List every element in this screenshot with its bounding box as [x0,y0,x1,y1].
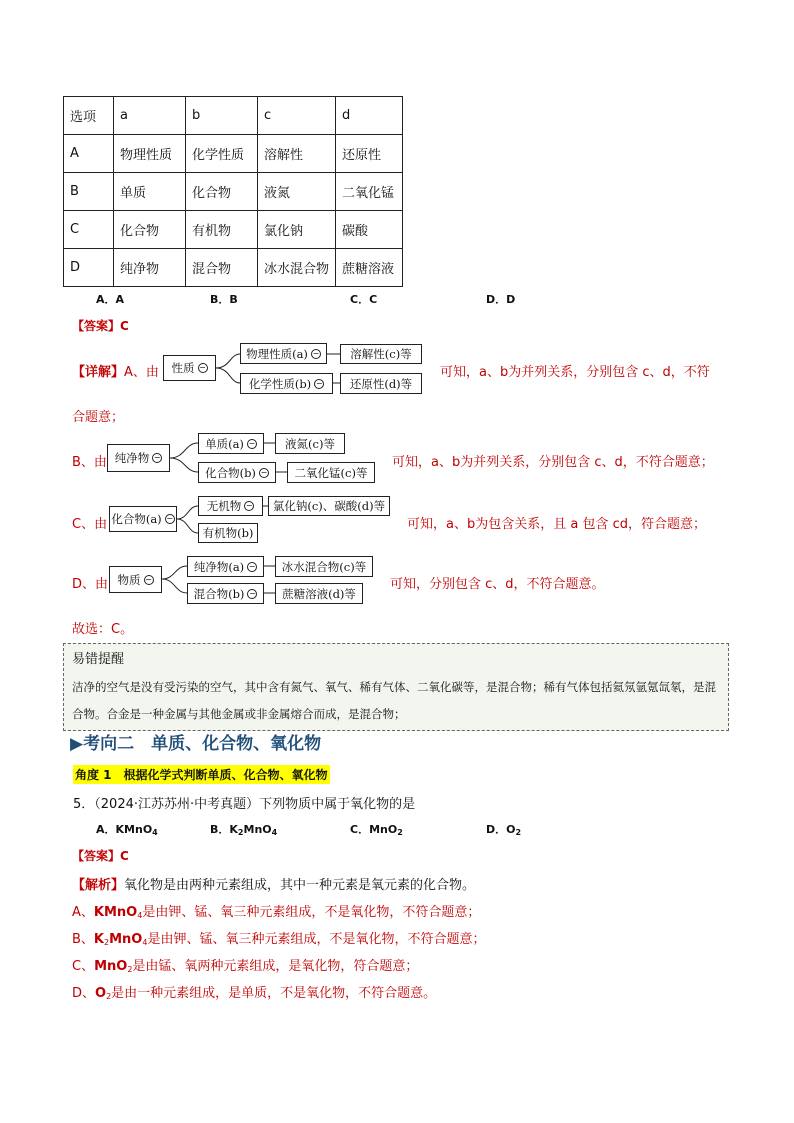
collapse-icon: − [248,438,256,448]
table-cell: 化合物 [114,211,186,249]
detail-d-prefix: D、由 [72,577,109,592]
diagram-b-bottom: 化合物(b) − [198,462,276,483]
diagram-d-top-leaf: 冰水混合物(c)等 [275,556,373,577]
choice-c: C．C [350,293,378,306]
table-cell: 选项 [64,97,114,135]
analysis-intro: 【解析】氧化物是由两种元素组成，其中一种元素是氧元素的化合物。 [72,878,476,893]
table-cell: 溶解性 [258,135,336,173]
table-cell: 单质 [114,173,186,211]
table-cell: D [64,249,114,287]
table-cell: 混合物 [186,249,258,287]
detail-c-prefix: C、由 [72,517,108,532]
detail-c-conclusion: 可知，a、b为包含关系，且 a 包含 cd，符合题意； [407,517,706,532]
table-cell: b [186,97,258,135]
collapse-icon: − [249,588,256,598]
tip-box [63,643,729,731]
table-cell: 蔗糖溶液 [336,249,403,287]
section-heading: ▶考向二 单质、化合物、氧化物 [70,734,322,754]
table-cell: 有机物 [186,211,258,249]
table-cell: B [64,173,114,211]
table-cell: A [64,135,114,173]
angle-heading: 角度 1 根据化学式判断单质、化合物、氧化物 [73,765,330,784]
detail-a-prefix: 【详解】A、由 [72,365,159,380]
choice-b: B．B [210,293,238,306]
detail-b-conclusion: 可知，a、b为并列关系，分别包含 c、d，不符合题意； [392,455,714,470]
diagram-c-top: 无机物 − [198,496,263,516]
table-cell: 化学性质 [186,135,258,173]
diagram-b-top-leaf: 液氮(c)等 [275,433,345,454]
diagram-c-root: 化合物(a) − [109,506,177,532]
detail-d-conclusion: 可知，分别包含 c、d，不符合题意。 [390,577,605,592]
collapse-icon: − [166,514,174,523]
analysis-line-a: A、KMnO$_4$是由钾、锰、氧三种元素组成，不是氧化物，不符合题意； [72,905,481,920]
diagram-c-top-leaf: 氯化钠(c)、碳酸(d)等 [268,496,390,516]
question-text: 5．（2024·江苏苏州·中考真题）下列物质中属于氧化物的是 [73,797,416,812]
diagram-d-bottom-leaf: 蔗糖溶液(d)等 [275,583,363,604]
detail-b-prefix: B、由 [72,455,107,470]
table-cell: 液氮 [258,173,336,211]
analysis-line-b: B、$K_2MnO_4$是由钾、锰、氧三种元素组成，不是氧化物，不符合题意； [72,932,486,947]
answer-1: 【答案】C [72,319,129,333]
table-cell: d [336,97,403,135]
diagram-a-bottom: 化学性质(b) − [240,373,333,394]
table-cell: a [114,97,186,135]
choice-d: D．D [486,293,516,306]
collapse-icon: − [145,574,152,584]
tip-text: 洁净的空气是没有受污染的空气，其中含有氮气、氧气、稀有气体、二氧化碳等，是混合物；稀有气体包括氦氖氩氪氙氡，是混合物。合金是一种金属与其他金属或非金属熔合而成，是混合物； [72,680,716,721]
diagram-c-bottom: 有机物(b) [198,523,258,543]
table-cell: 冰水混合物 [258,249,336,287]
collapse-icon: − [312,348,320,358]
detail-a-conclusion-cont: 合题意； [72,410,125,425]
diagram-a-top: 物理性质(a) − [240,343,327,364]
tip-title: 易错提醒 [72,652,125,667]
table-cell: C [64,211,114,249]
diagram-a-root: 性质 − [163,355,216,381]
diagram-d-top: 纯净物(a) − [187,556,264,577]
collapse-icon: − [245,501,253,510]
analysis-line-c: C、MnO$_2$是由锰、氧两种元素组成，是氧化物，符合题意； [72,959,419,974]
diagram-b-root: 纯净物 − [107,444,170,472]
detail-a-conclusion: 可知，a、b为并列关系，分别包含 c、d，不符 [440,365,710,380]
diagram-b-bottom-leaf: 二氧化锰(c)等 [287,462,375,483]
diagram-b-top: 单质(a) − [198,433,264,454]
choice-a: A．A [96,293,125,306]
table-cell: 纯净物 [114,249,186,287]
diagram-a-top-leaf: 溶解性(c)等 [340,344,422,364]
q-choice-c: C．MnO$_2$ [350,823,403,837]
collapse-icon: − [199,363,206,372]
collapse-icon: − [248,561,256,571]
collapse-icon: − [315,378,323,388]
answer-2: 【答案】C [72,849,129,863]
diagram-d-root: 物质 − [109,566,162,593]
table-cell: 还原性 [336,135,403,173]
table-cell: 碳酸 [336,211,403,249]
analysis-line-d: D、$O_2$是由一种元素组成，是单质，不是氧化物，不符合题意。 [72,986,437,1001]
detail-select: 故选：C。 [72,622,134,637]
q-choice-a: A．KMnO$_4$ [96,823,158,837]
q-choice-d: D．$O_2$ [486,823,522,837]
q-choice-b: B．$K_2MnO_4$ [210,823,278,837]
table-cell: 化合物 [186,173,258,211]
table-cell: 二氧化锰 [336,173,403,211]
collapse-icon: − [260,467,268,477]
table-cell: 氯化钠 [258,211,336,249]
table-cell: 物理性质 [114,135,186,173]
collapse-icon: − [153,453,161,462]
diagram-a-bottom-leaf: 还原性(d)等 [340,373,422,394]
table-cell: c [258,97,336,135]
diagram-d-bottom: 混合物(b) − [187,583,264,604]
